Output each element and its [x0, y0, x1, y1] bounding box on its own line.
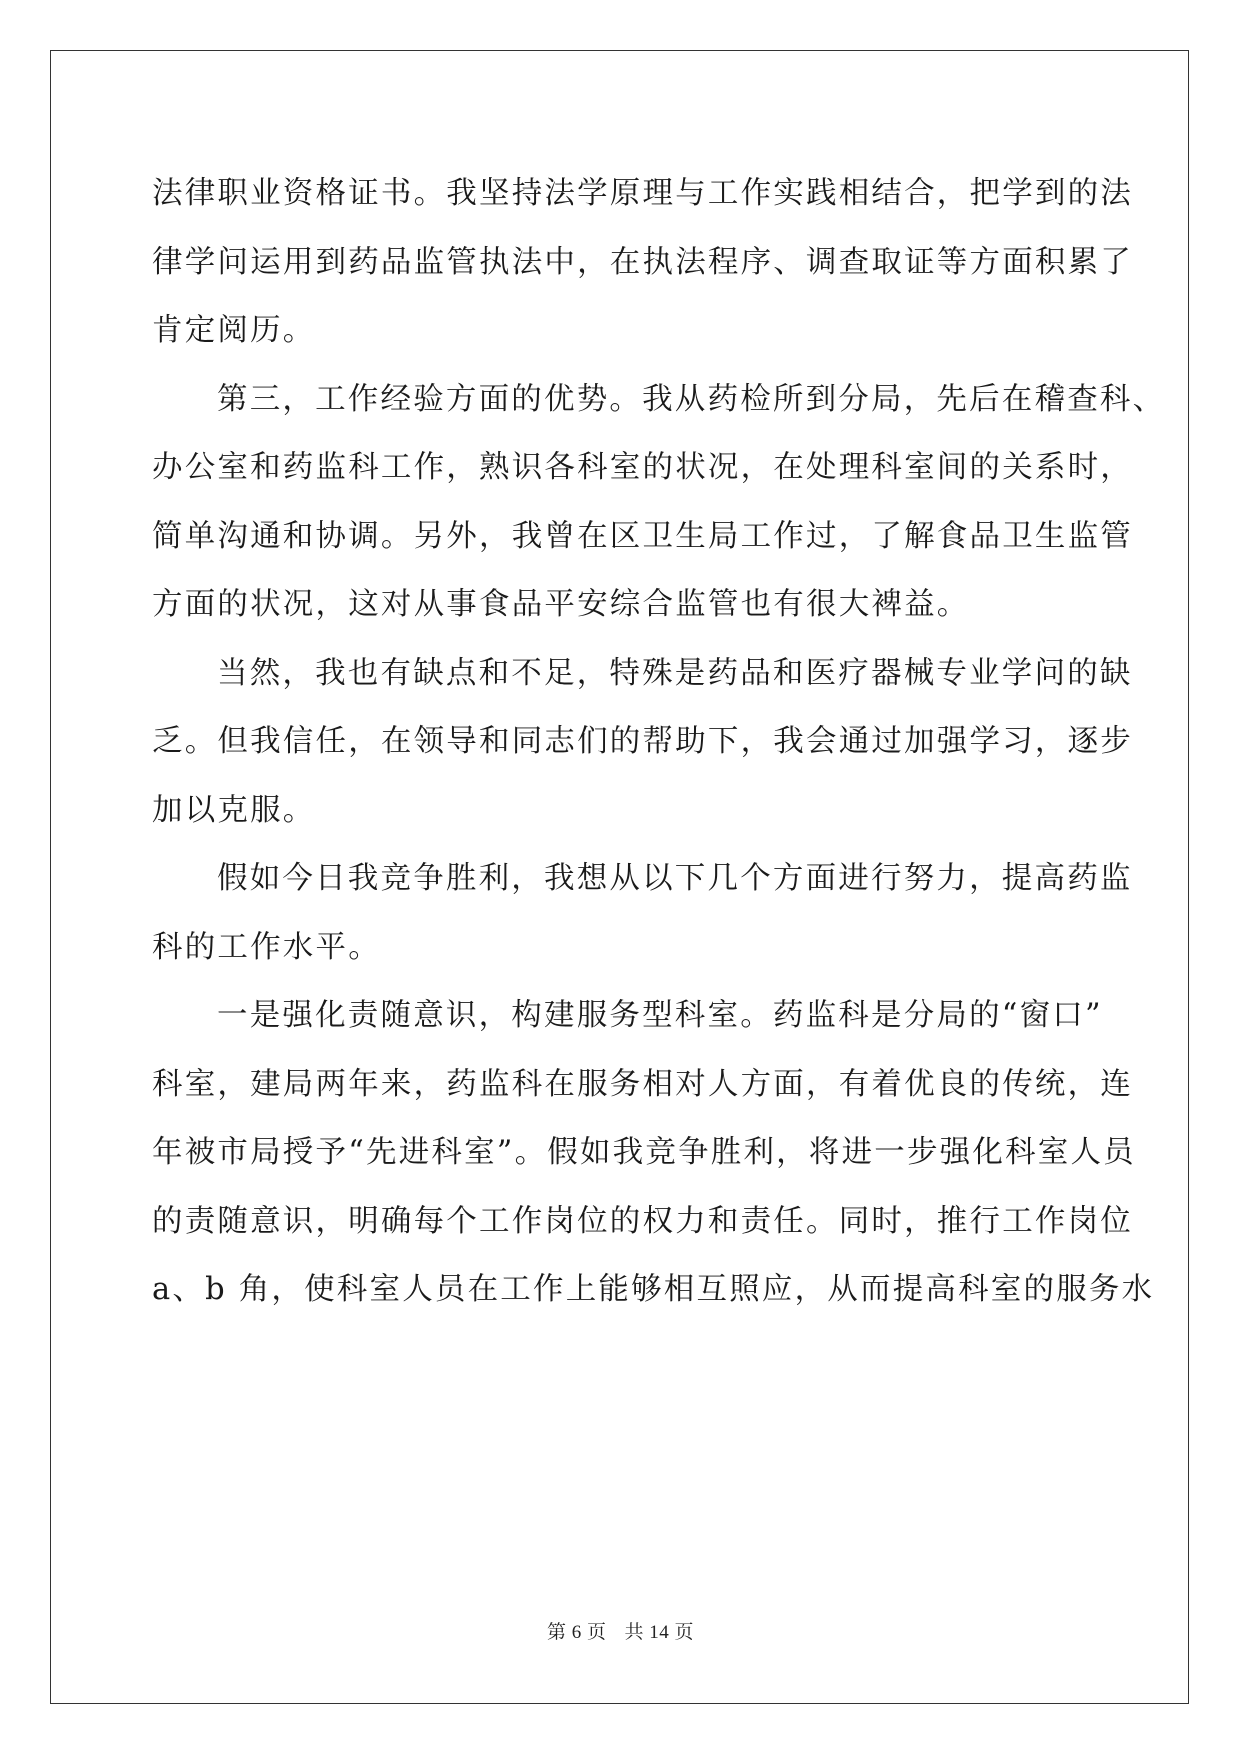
- text-line: a、b 角，使科室人员在工作上能够相互照应，从而提高科室的服务水: [152, 1272, 1155, 1307]
- text-line: 简单沟通和协调。另外，我曾在区卫生局工作过，了解食品卫生监管: [152, 518, 1133, 554]
- text-line: 律学问运用到药品监管执法中，在执法程序、调查取证等方面积累了: [152, 244, 1133, 280]
- document-body: [152, 160, 1166, 1325]
- text-line: 的责随意识，明确每个工作岗位的权力和责任。同时，推行工作岗位: [152, 1203, 1133, 1239]
- text-line: 第三，工作经验方面的优势。我从药检所到分局，先后在稽查科、: [217, 381, 1166, 417]
- text-line: 科室，建局两年来，药监科在服务相对人方面，有着优良的传统，连: [152, 1066, 1133, 1102]
- text-line: 加以克服。: [152, 792, 316, 828]
- page-number: 第 6 页: [546, 1622, 607, 1643]
- text-line: 方面的状况，这对从事食品平安综合监管也有很大裨益。: [152, 587, 970, 622]
- text-line: 当然，我也有缺点和不足，特殊是药品和医疗器械专业学问的缺: [217, 655, 1133, 691]
- text-line: 法律职业资格证书。我坚持法学原理与工作实践相结合，把学到的法: [152, 176, 1133, 211]
- text-line: 科的工作水平。: [152, 929, 381, 965]
- text-line: 假如今日我竞争胜利，我想从以下几个方面进行努力，提高药监: [217, 861, 1133, 896]
- text-line: 一是强化责随意识，构建服务型科室。药监科是分局的“窗口”: [217, 998, 1103, 1033]
- page-footer: [0, 1617, 1241, 1644]
- text-line: 办公室和药监科工作，熟识各科室的状况，在处理科室间的关系时，: [152, 450, 1133, 485]
- text-line: 乏。但我信任，在领导和同志们的帮助下，我会通过加强学习，逐步: [152, 724, 1133, 759]
- text-line: 肯定阅历。: [152, 313, 316, 348]
- text-line: 年被市局授予“先进科室”。假如我竞争胜利，将进一步强化科室人员: [152, 1135, 1136, 1170]
- page-total: 共 14 页: [624, 1622, 695, 1643]
